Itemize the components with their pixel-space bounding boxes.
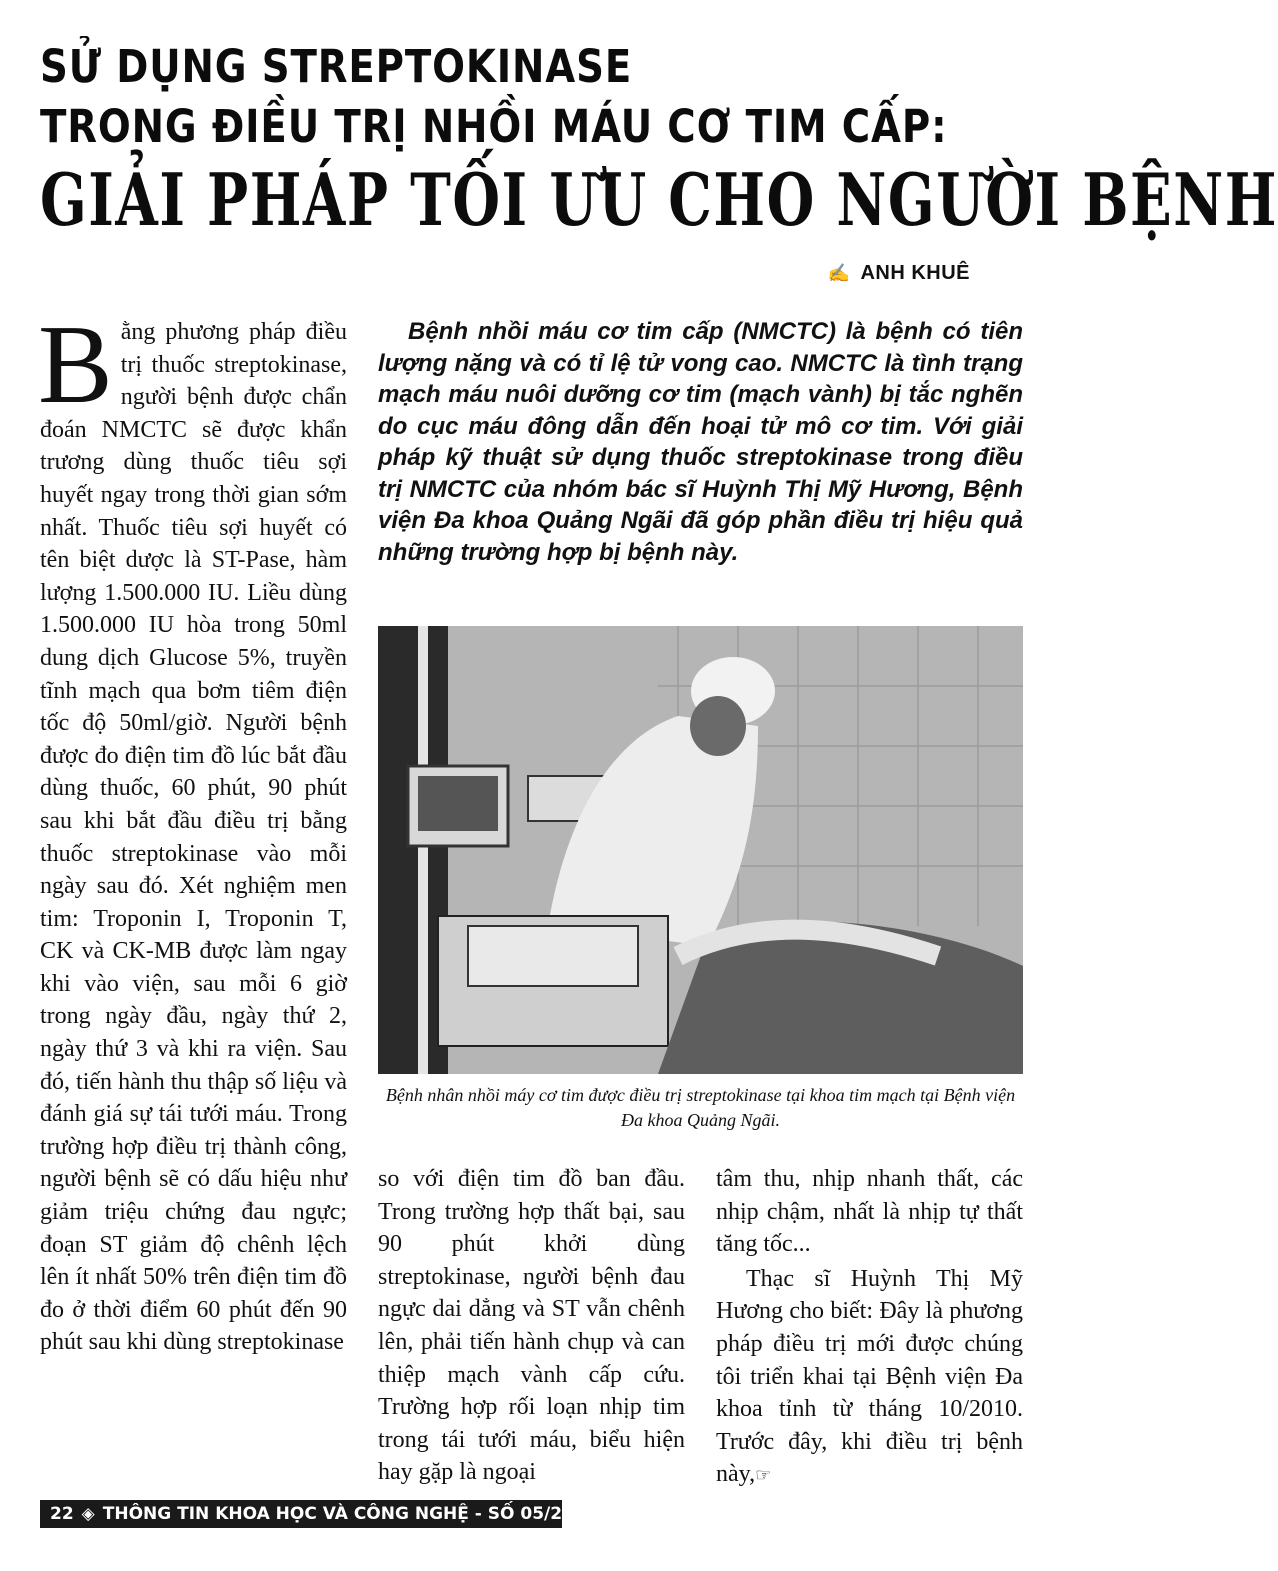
title-line-3: GIẢI PHÁP TỐI ƯU CHO NGƯỜI BỆNH xyxy=(40,157,1278,242)
column-3-paragraph-2 xyxy=(716,1263,1023,1492)
column-1-text: ằng phương pháp điều trị thuốc streptokinase, người bệnh được chẩn đoán NMCTC sẽ được khẩn trương dùng thuốc tiêu sợi huyết ngay trong thời gian sớm nhất. Thuốc tiêu sợi huyết có tên biệt dược là ST-Pase, hàm lượng 1.500.000 IU. Liều dùng 1.500.000 IU hòa trong 50ml dung dịch Glucose 5%, truyền tĩnh mạch qua bơm tiêm điện tốc độ 50ml/giờ. Người bệnh được đo điện tim đồ lúc bắt đầu dùng thuốc, 60 phút, 90 phút sau khi bắt đầu điều trị bằng thuốc streptokinase vào mỗi ngày sau đó. Xét nghiệm men tim: Troponin I, Troponin T, CK và CK-MB được làm ngay khi vào viện, sau mỗi 6 giờ trong ngày đầu, ngày thứ 2, ngày thứ 3 và khi ra viện. Sau đó, tiến hành thu thập số liệu và đánh giá sự tái tưới máu. Trong trường hợp điều trị thành công, người bệnh sẽ có dấu hiệu như giảm triệu chứng đau ngực; đoạn ST giảm độ chênh lệch lên ít nhất 50% trên điện tim đồ đo ở thời điểm 60 phút đến 90 phút sau khi dùng streptokinase xyxy=(40,319,347,1356)
byline xyxy=(828,262,970,285)
diamond-icon: ◈ xyxy=(81,1504,95,1524)
page-number: 22 xyxy=(50,1504,74,1524)
lede-paragraph: Bệnh nhồi máu cơ tim cấp (NMCTC) là bệnh có tiên lượng nặng và có tỉ lệ tử vong cao. NMCTC là tình trạng mạch máu nuôi dưỡng cơ tim (mạch vành) bị tắc nghẽn do cục máu đông dẫn đến hoại tử mô cơ tim. Với giải pháp kỹ thuật sử dụng thuốc streptokinase trong điều trị NMCTC của nhóm bác sĩ Huỳnh Thị Mỹ Hương, Bệnh viện Đa khoa Quảng Ngãi đã góp phần điều trị hiệu quả những trường hợp bị bệnh này. xyxy=(378,318,1023,566)
author-name: ANH KHUÊ xyxy=(860,262,970,284)
body-column-3 xyxy=(716,1163,1023,1488)
drop-cap: B xyxy=(38,303,113,427)
body-column-2: so với điện tim đồ ban đầu. Trong trường hợp thất bại, sau 90 phút khởi dùng streptokinase, người bệnh đau ngực dai dẳng và ST vẫn chênh lên, phải tiến hành chụp và can thiệp mạch vành cấp cứu. Trường hợp rối loạn nhịp tim trong tái tưới máu, biểu hiện hay gặp là ngoại xyxy=(378,1166,685,1486)
article-photo xyxy=(378,626,1023,1074)
column-3-paragraph-2-text: Thạc sĩ Huỳnh Thị Mỹ Hương cho biết: Đây là phương pháp điều trị mới được chúng tôi triển khai tại Bệnh viện Đa khoa tỉnh từ tháng 10/2010. Trước đây, khi điều trị bệnh này, xyxy=(716,1265,1023,1488)
photo-caption: Bệnh nhân nhồi máy cơ tim được điều trị streptokinase tại khoa tim mạch tại Bệnh viện Đa khoa Quảng Ngãi. xyxy=(385,1085,1016,1130)
photo-illustration xyxy=(378,626,1023,1074)
body-column-1 xyxy=(38,303,347,1488)
title-line-1: SỬ DỤNG STREPTOKINASE xyxy=(40,40,633,93)
publication-name: THÔNG TIN KHOA HỌC VÀ CÔNG NGHỆ - SỐ 05/2011 xyxy=(102,1504,598,1524)
column-3-paragraph-1: tâm thu, nhịp nhanh thất, các nhịp chậm, nhất là nhịp tự thất tăng tốc... xyxy=(716,1166,1023,1258)
pointing-hand-icon: ☞ xyxy=(755,1465,772,1486)
page-footer xyxy=(40,1500,598,1528)
title-line-2: TRONG ĐIỀU TRỊ NHỒI MÁU CƠ TIM CẤP: xyxy=(40,100,948,153)
pen-icon: ✍ xyxy=(827,263,851,283)
